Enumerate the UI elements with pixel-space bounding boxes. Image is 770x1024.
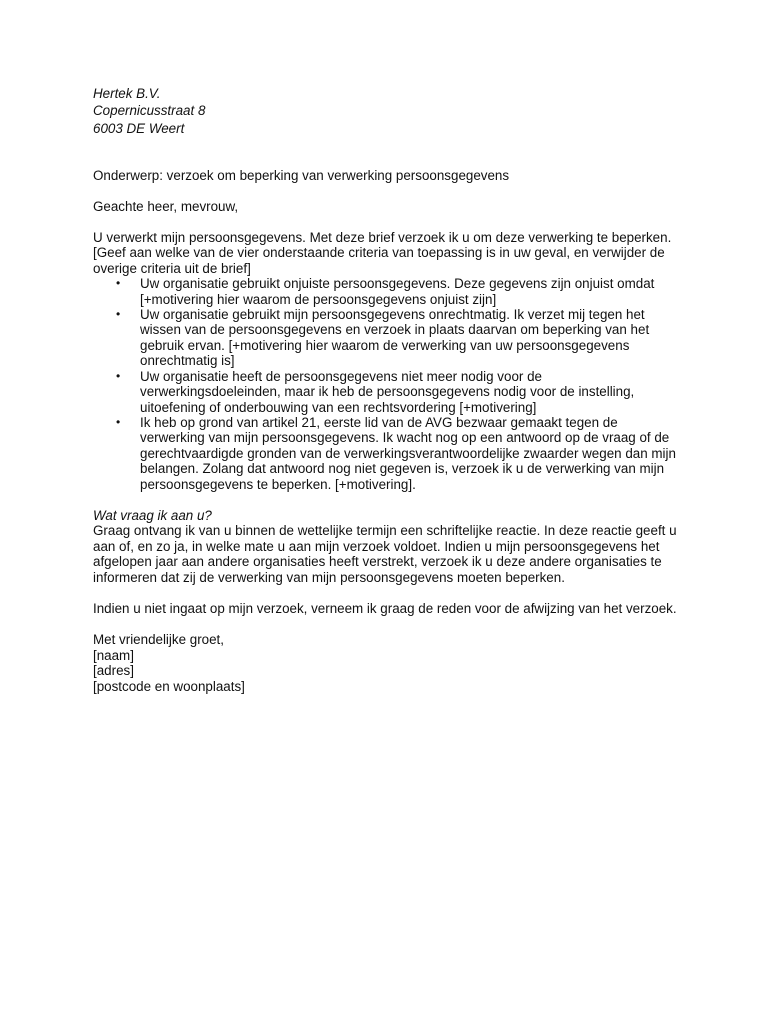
criteria-item [93, 307, 683, 369]
sender-address: [adres] [93, 663, 134, 679]
sender-name: [naam] [93, 647, 134, 663]
criteria-text: Uw organisatie heeft de persoonsgegevens niet meer nodig voor de verwerkingsdoeleinden, maar ik heb de persoonsgegevens nodig voor de instelling, uitoefening of onderbouwing van een rechtsvordering [+motivering] [140, 368, 635, 415]
letter-request: Graag ontvang ik van u binnen de wettelijke termijn een schriftelijke reactie. In deze reactie geeft u aan of, en zo ja, in welke mate u aan mijn verzoek voldoet. Indien u mijn persoonsgegevens het afgelopen jaar aan andere organisaties heeft verstrekt, verzoek ik u deze andere organisaties te informeren dat zij de verwerking van mijn persoonsgegevens moeten beperken. [93, 523, 677, 585]
criteria-text: Ik heb op grond van artikel 21, eerste lid van de AVG bezwaar gemaakt tegen de verwerking van mijn persoonsgegevens. Ik wacht nog op een antwoord op de vraag of de gerechtvaardigde gronden van de verwerkingsverantwoordelijke zwaarder wegen dan mijn belangen. Zolang dat antwoord nog niet gegeven is, verzoek ik u de verwerking van mijn persoonsgegevens te beperken. [+motivering]. [140, 414, 676, 492]
criteria-text: Uw organisatie gebruikt mijn persoonsgegevens onrechtmatig. Ik verzet mij tegen het wissen van de persoonsgegevens en verzoek in plaats daarvan om beperking van het gebruik ervan. [+motivering hier waarom de verwerking van uw persoonsgegevens onrechtmatig is] [140, 307, 650, 369]
bullet-icon: • [116, 307, 121, 322]
recipient-street: Copernicusstraat 8 [93, 103, 206, 119]
recipient-city: 6003 DE Weert [93, 120, 185, 136]
sender-postcode-city: [postcode en woonplaats] [93, 678, 245, 694]
bullet-icon: • [116, 276, 121, 291]
letter-closing: Met vriendelijke groet, [93, 632, 224, 648]
letter-subject: Onderwerp: verzoek om beperking van verwerking persoonsgegevens [93, 168, 510, 184]
recipient-address [93, 86, 683, 136]
bullet-icon: • [116, 414, 121, 429]
criteria-item [93, 369, 683, 415]
letter-intro: U verwerkt mijn persoonsgegevens. Met deze brief verzoek ik u om deze verwerking te beperken. [93, 230, 672, 246]
bullet-icon: • [116, 368, 121, 383]
letter-salutation: Geachte heer, mevrouw, [93, 198, 239, 214]
question-heading: Wat vraag ik aan u? [93, 507, 212, 523]
criteria-item [93, 276, 683, 307]
criteria-list [93, 276, 683, 492]
recipient-name: Hertek B.V. [93, 86, 161, 101]
letter-instruction: [Geef aan welke van de vier onderstaande criteria van toepassing is in uw geval, en verwijder de overige criteria uit de brief] [93, 245, 665, 276]
criteria-item [93, 415, 683, 492]
letter-refusal: Indien u niet ingaat op mijn verzoek, verneem ik graag de reden voor de afwijzing van het verzoek. [93, 600, 677, 616]
criteria-text: Uw organisatie gebruikt onjuiste persoonsgegevens. Deze gegevens zijn onjuist omdat [+motivering hier waarom de persoonsgegevens onjuist zijn] [140, 276, 655, 307]
letter-page [93, 86, 683, 694]
